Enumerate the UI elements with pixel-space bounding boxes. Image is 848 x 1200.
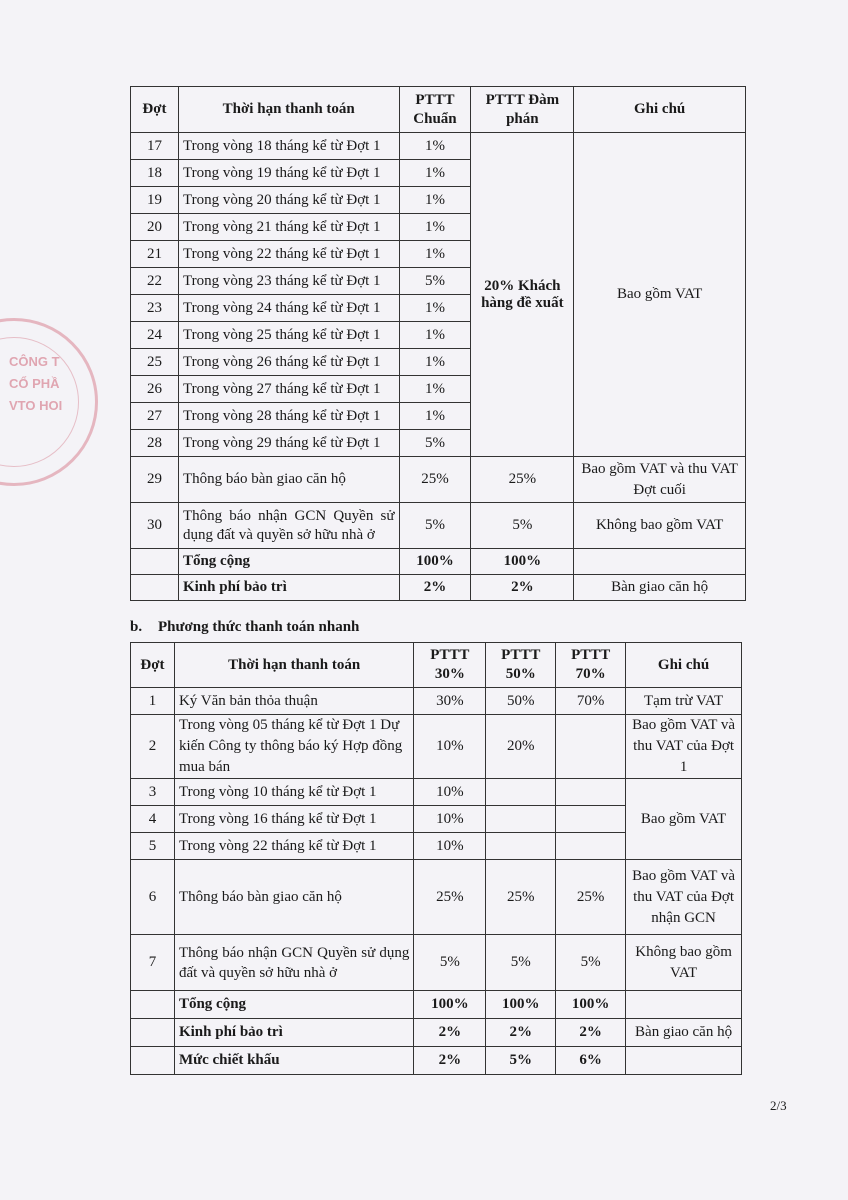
- cell-installment: 30: [131, 503, 179, 549]
- cell-installment: 29: [131, 457, 179, 503]
- cell-installment: 24: [131, 322, 179, 349]
- section-title: Phương thức thanh toán nhanh: [158, 619, 360, 635]
- cell-installment: 28: [131, 430, 179, 457]
- cell-term: Ký Văn bản thỏa thuận: [174, 688, 413, 715]
- cell-term: Trong vòng 26 tháng kể từ Đợt 1: [178, 349, 399, 376]
- cell-standard: 1%: [399, 403, 471, 430]
- cell-standard: 1%: [399, 187, 471, 214]
- cell-installment: 20: [131, 214, 179, 241]
- total-standard: 100%: [399, 549, 471, 575]
- cell-70: 25%: [556, 860, 626, 935]
- table-row: [131, 688, 742, 715]
- cell-70: 5%: [556, 935, 626, 991]
- cell-negotiated: 25%: [471, 457, 574, 503]
- cell-standard: 5%: [399, 503, 471, 549]
- total-negotiated: 100%: [471, 549, 574, 575]
- cell-term: Trong vòng 24 tháng kể từ Đợt 1: [178, 295, 399, 322]
- cell-installment: 6: [131, 860, 175, 935]
- total-label: Tổng cộng: [174, 991, 413, 1019]
- total-row: [131, 991, 742, 1019]
- col-header: PTTT 50%: [486, 643, 556, 688]
- seal-line: CÔNG T: [9, 354, 60, 369]
- col-header: Thời hạn thanh toán: [178, 87, 399, 133]
- fast-payment-table: [130, 642, 742, 1075]
- section-label: b.: [130, 619, 143, 635]
- maintenance-70: 2%: [556, 1019, 626, 1047]
- total-note: [626, 991, 742, 1019]
- maintenance-30: 2%: [414, 1019, 486, 1047]
- maintenance-label: Kinh phí bảo trì: [178, 575, 399, 601]
- cell-standard: 1%: [399, 160, 471, 187]
- cell-installment: 26: [131, 376, 179, 403]
- cell-term: Trong vòng 27 tháng kể từ Đợt 1: [178, 376, 399, 403]
- cell-term: Trong vòng 21 tháng kể từ Đợt 1: [178, 214, 399, 241]
- discount-label: Mức chiết khấu: [174, 1047, 413, 1075]
- cell-note-merged: Bao gồm VAT: [574, 133, 746, 457]
- maintenance-50: 2%: [486, 1019, 556, 1047]
- cell-70: [556, 715, 626, 779]
- col-header: Ghi chú: [626, 643, 742, 688]
- cell-term: Trong vòng 20 tháng kể từ Đợt 1: [178, 187, 399, 214]
- cell-term: Trong vòng 25 tháng kể từ Đợt 1: [178, 322, 399, 349]
- cell-30: 10%: [414, 833, 486, 860]
- cell-installment: 25: [131, 349, 179, 376]
- cell-installment: 22: [131, 268, 179, 295]
- total-70: 100%: [556, 991, 626, 1019]
- page-number: 2/3: [770, 1098, 787, 1113]
- col-header: PTTT Đàm phán: [471, 87, 574, 133]
- cell-30: 10%: [414, 715, 486, 779]
- cell-standard: 1%: [399, 376, 471, 403]
- maintenance-label: Kinh phí bảo trì: [174, 1019, 413, 1047]
- table-row: [131, 715, 742, 779]
- col-header: Thời hạn thanh toán: [174, 643, 413, 688]
- col-header: Đợt: [131, 643, 175, 688]
- cell-standard: 1%: [399, 295, 471, 322]
- col-header: PTTT 30%: [414, 643, 486, 688]
- cell-installment: 27: [131, 403, 179, 430]
- cell-term: Trong vòng 28 tháng kể từ Đợt 1: [178, 403, 399, 430]
- table-header-row: [131, 643, 742, 688]
- cell-note: Bao gồm VAT và thu VAT của Đợt nhận GCN: [626, 860, 742, 935]
- standard-payment-table: [130, 86, 746, 601]
- cell-installment: 5: [131, 833, 175, 860]
- table-header-row: [131, 87, 746, 133]
- maintenance-note: Bàn giao căn hộ: [626, 1019, 742, 1047]
- cell-standard: 25%: [399, 457, 471, 503]
- cell-negotiated: 5%: [471, 503, 574, 549]
- maintenance-negotiated: 2%: [471, 575, 574, 601]
- table-row: [131, 503, 746, 549]
- cell-term: Trong vòng 22 tháng kể từ Đợt 1: [174, 833, 413, 860]
- company-seal: [0, 318, 98, 486]
- total-label: Tổng cộng: [178, 549, 399, 575]
- cell-term: Thông báo nhận GCN Quyền sử dụng đất và quyền sở hữu nhà ở: [178, 503, 399, 549]
- cell-note: Bao gồm VAT và thu VAT của Đợt 1: [626, 715, 742, 779]
- cell-standard: 1%: [399, 322, 471, 349]
- discount-row: [131, 1047, 742, 1075]
- total-50: 100%: [486, 991, 556, 1019]
- cell-standard: 5%: [399, 430, 471, 457]
- cell-standard: 5%: [399, 268, 471, 295]
- cell-term: Thông báo bàn giao căn hộ: [174, 860, 413, 935]
- discount-70: 6%: [556, 1047, 626, 1075]
- cell-installment: 17: [131, 133, 179, 160]
- cell-term: Trong vòng 05 tháng kể từ Đợt 1 Dự kiến Công ty thông báo ký Hợp đồng mua bán: [174, 715, 413, 779]
- cell-installment: 1: [131, 688, 175, 715]
- col-header: PTTT Chuẩn: [399, 87, 471, 133]
- cell-standard: 1%: [399, 133, 471, 160]
- maintenance-row: [131, 575, 746, 601]
- cell-70: 70%: [556, 688, 626, 715]
- cell-term: Trong vòng 29 tháng kể từ Đợt 1: [178, 430, 399, 457]
- table-row: [131, 860, 742, 935]
- cell-50: 20%: [486, 715, 556, 779]
- cell-installment: 21: [131, 241, 179, 268]
- cell-30: 10%: [414, 779, 486, 806]
- total-note: [574, 549, 746, 575]
- table-row: [131, 457, 746, 503]
- cell-term: Trong vòng 19 tháng kể từ Đợt 1: [178, 160, 399, 187]
- cell-50: 25%: [486, 860, 556, 935]
- cell-term: Trong vòng 16 tháng kể từ Đợt 1: [174, 806, 413, 833]
- cell-term: Thông báo bàn giao căn hộ: [178, 457, 399, 503]
- cell-installment: 3: [131, 779, 175, 806]
- cell-note: Bao gồm VAT và thu VAT Đợt cuối: [574, 457, 746, 503]
- cell-note: Tạm trừ VAT: [626, 688, 742, 715]
- cell-note: Không bao gồm VAT: [626, 935, 742, 991]
- discount-30: 2%: [414, 1047, 486, 1075]
- cell-term: Trong vòng 18 tháng kể từ Đợt 1: [178, 133, 399, 160]
- cell-50: 50%: [486, 688, 556, 715]
- seal-line: VTO HOI: [9, 398, 63, 413]
- cell-installment: 19: [131, 187, 179, 214]
- cell-30: 30%: [414, 688, 486, 715]
- total-30: 100%: [414, 991, 486, 1019]
- cell-installment: 2: [131, 715, 175, 779]
- cell-negotiated-merged: 20% Khách hàng đề xuất: [471, 133, 574, 457]
- table-row: [131, 779, 742, 806]
- cell-standard: 1%: [399, 241, 471, 268]
- cell-term: Trong vòng 10 tháng kể từ Đợt 1: [174, 779, 413, 806]
- col-header: PTTT 70%: [556, 643, 626, 688]
- discount-50: 5%: [486, 1047, 556, 1075]
- maintenance-note: Bàn giao căn hộ: [574, 575, 746, 601]
- cell-30: 25%: [414, 860, 486, 935]
- cell-note: Không bao gồm VAT: [574, 503, 746, 549]
- cell-term: Trong vòng 22 tháng kể từ Đợt 1: [178, 241, 399, 268]
- cell-30: 10%: [414, 806, 486, 833]
- cell-standard: 1%: [399, 349, 471, 376]
- cell-term: Thông báo nhận GCN Quyền sử dụng đất và quyền sở hữu nhà ở: [174, 935, 413, 991]
- discount-note: [626, 1047, 742, 1075]
- section-b-heading: [130, 619, 359, 636]
- table-row: [131, 133, 746, 160]
- cell-installment: 18: [131, 160, 179, 187]
- seal-line: CỔ PHẦ: [9, 376, 60, 391]
- total-row: [131, 549, 746, 575]
- cell-note-merged: Bao gồm VAT: [626, 779, 742, 860]
- cell-installment: 4: [131, 806, 175, 833]
- cell-30: 5%: [414, 935, 486, 991]
- col-header: Ghi chú: [574, 87, 746, 133]
- maintenance-standard: 2%: [399, 575, 471, 601]
- cell-50: 5%: [486, 935, 556, 991]
- col-header: Đợt: [131, 87, 179, 133]
- cell-term: Trong vòng 23 tháng kể từ Đợt 1: [178, 268, 399, 295]
- cell-standard: 1%: [399, 214, 471, 241]
- table-row: [131, 935, 742, 991]
- maintenance-row: [131, 1019, 742, 1047]
- cell-installment: 23: [131, 295, 179, 322]
- cell-installment: 7: [131, 935, 175, 991]
